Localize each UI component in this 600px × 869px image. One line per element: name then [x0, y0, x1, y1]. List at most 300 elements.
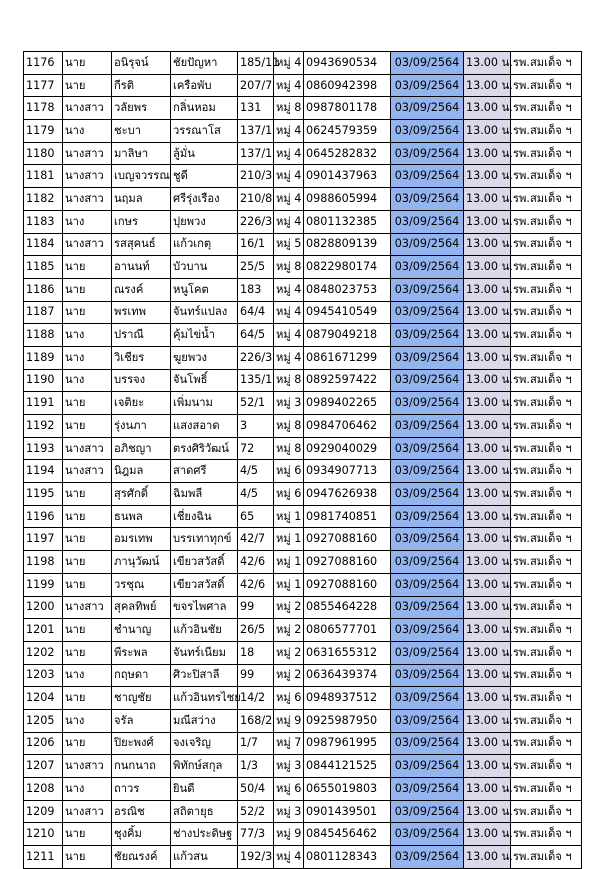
row-number-cell: 1188	[24, 324, 63, 347]
row-number-cell: 1210	[24, 823, 63, 846]
roster-body	[24, 52, 582, 869]
appointment-date-cell: 03/09/2564	[391, 142, 464, 165]
hospital-cell: รพ.สมเด็จ ฯ	[511, 324, 582, 347]
hospital-cell: รพ.สมเด็จ ฯ	[511, 687, 582, 710]
phone-cell: 0981740851	[304, 505, 391, 528]
table-row	[24, 483, 582, 506]
last-name-cell: ยินดี	[171, 778, 238, 801]
hospital-cell: รพ.สมเด็จ ฯ	[511, 800, 582, 823]
village-number-cell: หมู่ 3	[274, 800, 304, 823]
phone-cell: 0855464228	[304, 596, 391, 619]
village-number-cell: หมู่ 9	[274, 709, 304, 732]
table-row	[24, 800, 582, 823]
last-name-cell: วรรณาโส	[171, 120, 238, 143]
appointment-time-cell: 13.00 น.	[464, 256, 511, 279]
appointment-date-cell: 03/09/2564	[391, 256, 464, 279]
table-row	[24, 301, 582, 324]
village-number-cell: หมู่ 3	[274, 755, 304, 778]
hospital-cell: รพ.สมเด็จ ฯ	[511, 142, 582, 165]
phone-cell: 0927088160	[304, 528, 391, 551]
village-number-cell: หมู่ 1	[274, 528, 304, 551]
appointment-date-cell: 03/09/2564	[391, 278, 464, 301]
table-row	[24, 188, 582, 211]
house-number-cell: 52/1	[238, 392, 274, 415]
first-name-cell: เจติยะ	[112, 392, 171, 415]
hospital-cell: รพ.สมเด็จ ฯ	[511, 52, 582, 75]
first-name-cell: นิฎมล	[112, 460, 171, 483]
appointment-time-cell: 13.00 น.	[464, 301, 511, 324]
house-number-cell: 207/7	[238, 74, 274, 97]
last-name-cell: สาดศรี	[171, 460, 238, 483]
appointment-time-cell: 13.00 น.	[464, 732, 511, 755]
row-number-cell: 1202	[24, 641, 63, 664]
phone-cell: 0860942398	[304, 74, 391, 97]
first-name-cell: พรเทพ	[112, 301, 171, 324]
table-row	[24, 165, 582, 188]
title-cell: นาย	[63, 256, 112, 279]
phone-cell: 0987801178	[304, 97, 391, 120]
table-row	[24, 415, 582, 438]
row-number-cell: 1206	[24, 732, 63, 755]
house-number-cell: 1/7	[238, 732, 274, 755]
house-number-cell: 26/5	[238, 619, 274, 642]
village-number-cell: หมู่ 9	[274, 823, 304, 846]
appointment-date-cell: 03/09/2564	[391, 732, 464, 755]
row-number-cell: 1179	[24, 120, 63, 143]
last-name-cell: สถิตายุธ	[171, 800, 238, 823]
table-row	[24, 97, 582, 120]
appointment-time-cell: 13.00 น.	[464, 664, 511, 687]
hospital-cell: รพ.สมเด็จ ฯ	[511, 505, 582, 528]
hospital-cell: รพ.สมเด็จ ฯ	[511, 528, 582, 551]
row-number-cell: 1181	[24, 165, 63, 188]
table-row	[24, 142, 582, 165]
hospital-cell: รพ.สมเด็จ ฯ	[511, 120, 582, 143]
title-cell: นางสาว	[63, 165, 112, 188]
village-number-cell: หมู่ 4	[274, 120, 304, 143]
appointment-date-cell: 03/09/2564	[391, 415, 464, 438]
phone-cell: 0844121525	[304, 755, 391, 778]
village-number-cell: หมู่ 4	[274, 165, 304, 188]
table-row	[24, 573, 582, 596]
appointment-date-cell: 03/09/2564	[391, 619, 464, 642]
appointment-time-cell: 13.00 น.	[464, 52, 511, 75]
house-number-cell: 4/5	[238, 483, 274, 506]
first-name-cell: ชาญชัย	[112, 687, 171, 710]
table-row	[24, 505, 582, 528]
title-cell: นาย	[63, 528, 112, 551]
first-name-cell: ปิยะพงศ์	[112, 732, 171, 755]
appointment-date-cell: 03/09/2564	[391, 755, 464, 778]
row-number-cell: 1198	[24, 551, 63, 574]
house-number-cell: 137/1	[238, 142, 274, 165]
row-number-cell: 1189	[24, 346, 63, 369]
house-number-cell: 72	[238, 437, 274, 460]
table-row	[24, 528, 582, 551]
house-number-cell: 131	[238, 97, 274, 120]
row-number-cell: 1187	[24, 301, 63, 324]
first-name-cell: วรชุณ	[112, 573, 171, 596]
phone-cell: 0801132385	[304, 210, 391, 233]
title-cell: นางสาว	[63, 755, 112, 778]
first-name-cell: อนิรุจน์	[112, 52, 171, 75]
row-number-cell: 1195	[24, 483, 63, 506]
hospital-cell: รพ.สมเด็จ ฯ	[511, 709, 582, 732]
hospital-cell: รพ.สมเด็จ ฯ	[511, 846, 582, 869]
first-name-cell: มาลิษา	[112, 142, 171, 165]
row-number-cell: 1199	[24, 573, 63, 596]
title-cell: นางสาว	[63, 437, 112, 460]
village-number-cell: หมู่ 6	[274, 460, 304, 483]
appointment-time-cell: 13.00 น.	[464, 800, 511, 823]
house-number-cell: 135/1	[238, 369, 274, 392]
first-name-cell: อรณิช	[112, 800, 171, 823]
hospital-cell: รพ.สมเด็จ ฯ	[511, 369, 582, 392]
appointment-time-cell: 13.00 น.	[464, 120, 511, 143]
row-number-cell: 1194	[24, 460, 63, 483]
table-row	[24, 256, 582, 279]
title-cell: นาง	[63, 120, 112, 143]
appointment-time-cell: 13.00 น.	[464, 551, 511, 574]
last-name-cell: บัวบาน	[171, 256, 238, 279]
village-number-cell: หมู่ 8	[274, 415, 304, 438]
appointment-date-cell: 03/09/2564	[391, 483, 464, 506]
house-number-cell: 50/4	[238, 778, 274, 801]
table-row	[24, 278, 582, 301]
hospital-cell: รพ.สมเด็จ ฯ	[511, 664, 582, 687]
phone-cell: 0636439374	[304, 664, 391, 687]
appointment-time-cell: 13.00 น.	[464, 415, 511, 438]
village-number-cell: หมู่ 4	[274, 846, 304, 869]
house-number-cell: 226/3	[238, 346, 274, 369]
title-cell: นาย	[63, 392, 112, 415]
appointment-time-cell: 13.00 น.	[464, 188, 511, 211]
appointment-date-cell: 03/09/2564	[391, 301, 464, 324]
appointment-date-cell: 03/09/2564	[391, 460, 464, 483]
last-name-cell: แก้วเกตุ	[171, 233, 238, 256]
first-name-cell: วลัยพร	[112, 97, 171, 120]
appointment-time-cell: 13.00 น.	[464, 346, 511, 369]
appointment-date-cell: 03/09/2564	[391, 573, 464, 596]
hospital-cell: รพ.สมเด็จ ฯ	[511, 415, 582, 438]
row-number-cell: 1208	[24, 778, 63, 801]
table-row	[24, 846, 582, 869]
table-row	[24, 210, 582, 233]
phone-cell: 0879049218	[304, 324, 391, 347]
appointment-time-cell: 13.00 น.	[464, 210, 511, 233]
hospital-cell: รพ.สมเด็จ ฯ	[511, 392, 582, 415]
phone-cell: 0645282832	[304, 142, 391, 165]
first-name-cell: ภานุวัฒน์	[112, 551, 171, 574]
house-number-cell: 65	[238, 505, 274, 528]
hospital-cell: รพ.สมเด็จ ฯ	[511, 596, 582, 619]
title-cell: นางสาว	[63, 460, 112, 483]
house-number-cell: 185/11	[238, 52, 274, 75]
first-name-cell: ชัยณรงค์	[112, 846, 171, 869]
hospital-cell: รพ.สมเด็จ ฯ	[511, 346, 582, 369]
appointment-date-cell: 03/09/2564	[391, 165, 464, 188]
hospital-cell: รพ.สมเด็จ ฯ	[511, 278, 582, 301]
table-row	[24, 460, 582, 483]
hospital-cell: รพ.สมเด็จ ฯ	[511, 483, 582, 506]
first-name-cell: ชุงคิ้ม	[112, 823, 171, 846]
table-row	[24, 324, 582, 347]
last-name-cell: ช่างประดิษฐ	[171, 823, 238, 846]
appointment-date-cell: 03/09/2564	[391, 210, 464, 233]
phone-cell: 0948937512	[304, 687, 391, 710]
title-cell: นาง	[63, 369, 112, 392]
row-number-cell: 1207	[24, 755, 63, 778]
village-number-cell: หมู่ 2	[274, 596, 304, 619]
last-name-cell: แก้วอินทรไชย	[171, 687, 238, 710]
phone-cell: 0631655312	[304, 641, 391, 664]
table-row	[24, 74, 582, 97]
hospital-cell: รพ.สมเด็จ ฯ	[511, 74, 582, 97]
first-name-cell: นฤมล	[112, 188, 171, 211]
village-number-cell: หมู่ 8	[274, 256, 304, 279]
appointment-date-cell: 03/09/2564	[391, 324, 464, 347]
village-number-cell: หมู่ 4	[274, 301, 304, 324]
village-number-cell: หมู่ 2	[274, 664, 304, 687]
phone-cell: 0861671299	[304, 346, 391, 369]
last-name-cell: บรรเทาทุกข์	[171, 528, 238, 551]
village-number-cell: หมู่ 8	[274, 369, 304, 392]
village-number-cell: หมู่ 8	[274, 97, 304, 120]
last-name-cell: ขจรไพศาล	[171, 596, 238, 619]
last-name-cell: จันทร์แปลง	[171, 301, 238, 324]
first-name-cell: กนกนาถ	[112, 755, 171, 778]
row-number-cell: 1186	[24, 278, 63, 301]
appointment-date-cell: 03/09/2564	[391, 392, 464, 415]
title-cell: นาย	[63, 74, 112, 97]
appointment-date-cell: 03/09/2564	[391, 846, 464, 869]
title-cell: นางสาว	[63, 188, 112, 211]
title-cell: นาย	[63, 415, 112, 438]
first-name-cell: รสสุคนธ์	[112, 233, 171, 256]
first-name-cell: ณรงค์	[112, 278, 171, 301]
house-number-cell: 42/6	[238, 573, 274, 596]
appointment-time-cell: 13.00 น.	[464, 573, 511, 596]
table-row	[24, 755, 582, 778]
village-number-cell: หมู่ 4	[274, 74, 304, 97]
appointment-date-cell: 03/09/2564	[391, 369, 464, 392]
last-name-cell: เชี่ยงฉิน	[171, 505, 238, 528]
title-cell: นางสาว	[63, 596, 112, 619]
last-name-cell: หนูโคต	[171, 278, 238, 301]
appointment-time-cell: 13.00 น.	[464, 437, 511, 460]
village-number-cell: หมู่ 4	[274, 278, 304, 301]
phone-cell: 0943690534	[304, 52, 391, 75]
table-row	[24, 778, 582, 801]
row-number-cell: 1193	[24, 437, 63, 460]
last-name-cell: ชูดี	[171, 165, 238, 188]
phone-cell: 0934907713	[304, 460, 391, 483]
first-name-cell: จรัล	[112, 709, 171, 732]
title-cell: นาย	[63, 619, 112, 642]
house-number-cell: 16/1	[238, 233, 274, 256]
row-number-cell: 1182	[24, 188, 63, 211]
village-number-cell: หมู่ 5	[274, 233, 304, 256]
title-cell: นาย	[63, 732, 112, 755]
phone-cell: 0822980174	[304, 256, 391, 279]
last-name-cell: แสงสอาด	[171, 415, 238, 438]
hospital-cell: รพ.สมเด็จ ฯ	[511, 233, 582, 256]
phone-cell: 0901437963	[304, 165, 391, 188]
title-cell: นาง	[63, 346, 112, 369]
house-number-cell: 192/3	[238, 846, 274, 869]
title-cell: นางสาว	[63, 800, 112, 823]
first-name-cell: ธนพล	[112, 505, 171, 528]
row-number-cell: 1201	[24, 619, 63, 642]
title-cell: นาย	[63, 301, 112, 324]
appointment-time-cell: 13.00 น.	[464, 369, 511, 392]
hospital-cell: รพ.สมเด็จ ฯ	[511, 210, 582, 233]
row-number-cell: 1176	[24, 52, 63, 75]
last-name-cell: ศรีรุ่งเรือง	[171, 188, 238, 211]
first-name-cell: รุ่งนภา	[112, 415, 171, 438]
row-number-cell: 1211	[24, 846, 63, 869]
table-row	[24, 664, 582, 687]
village-number-cell: หมู่ 3	[274, 392, 304, 415]
house-number-cell: 42/6	[238, 551, 274, 574]
appointment-time-cell: 13.00 น.	[464, 97, 511, 120]
last-name-cell: ปุยพวง	[171, 210, 238, 233]
row-number-cell: 1197	[24, 528, 63, 551]
appointment-date-cell: 03/09/2564	[391, 505, 464, 528]
house-number-cell: 210/3	[238, 165, 274, 188]
appointment-date-cell: 03/09/2564	[391, 120, 464, 143]
title-cell: นาง	[63, 778, 112, 801]
phone-cell: 0947626938	[304, 483, 391, 506]
appointment-time-cell: 13.00 น.	[464, 755, 511, 778]
house-number-cell: 3	[238, 415, 274, 438]
first-name-cell: อานนท์	[112, 256, 171, 279]
row-number-cell: 1190	[24, 369, 63, 392]
hospital-cell: รพ.สมเด็จ ฯ	[511, 188, 582, 211]
hospital-cell: รพ.สมเด็จ ฯ	[511, 165, 582, 188]
row-number-cell: 1205	[24, 709, 63, 732]
phone-cell: 0801128343	[304, 846, 391, 869]
row-number-cell: 1196	[24, 505, 63, 528]
appointment-time-cell: 13.00 น.	[464, 596, 511, 619]
first-name-cell: พีระพล	[112, 641, 171, 664]
row-number-cell: 1204	[24, 687, 63, 710]
appointment-time-cell: 13.00 น.	[464, 687, 511, 710]
hospital-cell: รพ.สมเด็จ ฯ	[511, 619, 582, 642]
title-cell: นาย	[63, 551, 112, 574]
house-number-cell: 137/1	[238, 120, 274, 143]
phone-cell: 0848023753	[304, 278, 391, 301]
hospital-cell: รพ.สมเด็จ ฯ	[511, 573, 582, 596]
last-name-cell: ตรงศิริวัฒน์	[171, 437, 238, 460]
appointment-time-cell: 13.00 น.	[464, 619, 511, 642]
village-number-cell: หมู่ 2	[274, 619, 304, 642]
phone-cell: 0989402265	[304, 392, 391, 415]
first-name-cell: เกษร	[112, 210, 171, 233]
last-name-cell: เขียวสวัสดิ์	[171, 573, 238, 596]
phone-cell: 0988605994	[304, 188, 391, 211]
village-number-cell: หมู่ 6	[274, 483, 304, 506]
village-number-cell: หมู่ 6	[274, 687, 304, 710]
last-name-cell: ชัยปัญหา	[171, 52, 238, 75]
appointment-date-cell: 03/09/2564	[391, 687, 464, 710]
phone-cell: 0624579359	[304, 120, 391, 143]
table-row	[24, 346, 582, 369]
table-row	[24, 437, 582, 460]
table-row	[24, 732, 582, 755]
last-name-cell: พิทักษ์สกุล	[171, 755, 238, 778]
appointment-date-cell: 03/09/2564	[391, 97, 464, 120]
title-cell: นาย	[63, 52, 112, 75]
table-row	[24, 823, 582, 846]
village-number-cell: หมู่ 6	[274, 778, 304, 801]
appointment-time-cell: 13.00 น.	[464, 460, 511, 483]
last-name-cell: แก้วสน	[171, 846, 238, 869]
last-name-cell: ฉิมพลี	[171, 483, 238, 506]
appointment-time-cell: 13.00 น.	[464, 324, 511, 347]
house-number-cell: 1/3	[238, 755, 274, 778]
row-number-cell: 1180	[24, 142, 63, 165]
house-number-cell: 99	[238, 664, 274, 687]
first-name-cell: กีรติ	[112, 74, 171, 97]
last-name-cell: ฆูยพวง	[171, 346, 238, 369]
first-name-cell: วิเชียร	[112, 346, 171, 369]
appointment-date-cell: 03/09/2564	[391, 551, 464, 574]
house-number-cell: 183	[238, 278, 274, 301]
first-name-cell: อมรเทพ	[112, 528, 171, 551]
appointment-date-cell: 03/09/2564	[391, 823, 464, 846]
first-name-cell: ถาวร	[112, 778, 171, 801]
appointment-date-cell: 03/09/2564	[391, 778, 464, 801]
appointment-date-cell: 03/09/2564	[391, 641, 464, 664]
appointment-time-cell: 13.00 น.	[464, 823, 511, 846]
page-top-margin	[0, 0, 600, 40]
house-number-cell: 77/3	[238, 823, 274, 846]
hospital-cell: รพ.สมเด็จ ฯ	[511, 301, 582, 324]
appointment-time-cell: 13.00 น.	[464, 778, 511, 801]
row-number-cell: 1184	[24, 233, 63, 256]
appointment-time-cell: 13.00 น.	[464, 846, 511, 869]
table-row	[24, 709, 582, 732]
appointment-date-cell: 03/09/2564	[391, 596, 464, 619]
row-number-cell: 1185	[24, 256, 63, 279]
first-name-cell: ปราณี	[112, 324, 171, 347]
row-number-cell: 1191	[24, 392, 63, 415]
house-number-cell: 18	[238, 641, 274, 664]
table-row	[24, 120, 582, 143]
house-number-cell: 42/7	[238, 528, 274, 551]
village-number-cell: หมู่ 1	[274, 551, 304, 574]
row-number-cell: 1178	[24, 97, 63, 120]
last-name-cell: จันโพธิ์	[171, 369, 238, 392]
title-cell: นางสาว	[63, 97, 112, 120]
appointment-time-cell: 13.00 น.	[464, 528, 511, 551]
appointment-time-cell: 13.00 น.	[464, 505, 511, 528]
appointment-date-cell: 03/09/2564	[391, 664, 464, 687]
row-number-cell: 1209	[24, 800, 63, 823]
row-number-cell: 1203	[24, 664, 63, 687]
phone-cell: 0925987950	[304, 709, 391, 732]
appointment-date-cell: 03/09/2564	[391, 528, 464, 551]
table-row	[24, 687, 582, 710]
house-number-cell: 52/2	[238, 800, 274, 823]
village-number-cell: หมู่ 2	[274, 641, 304, 664]
first-name-cell: บรรจง	[112, 369, 171, 392]
table-row	[24, 551, 582, 574]
house-number-cell: 99	[238, 596, 274, 619]
appointment-time-cell: 13.00 น.	[464, 74, 511, 97]
phone-cell: 0892597422	[304, 369, 391, 392]
